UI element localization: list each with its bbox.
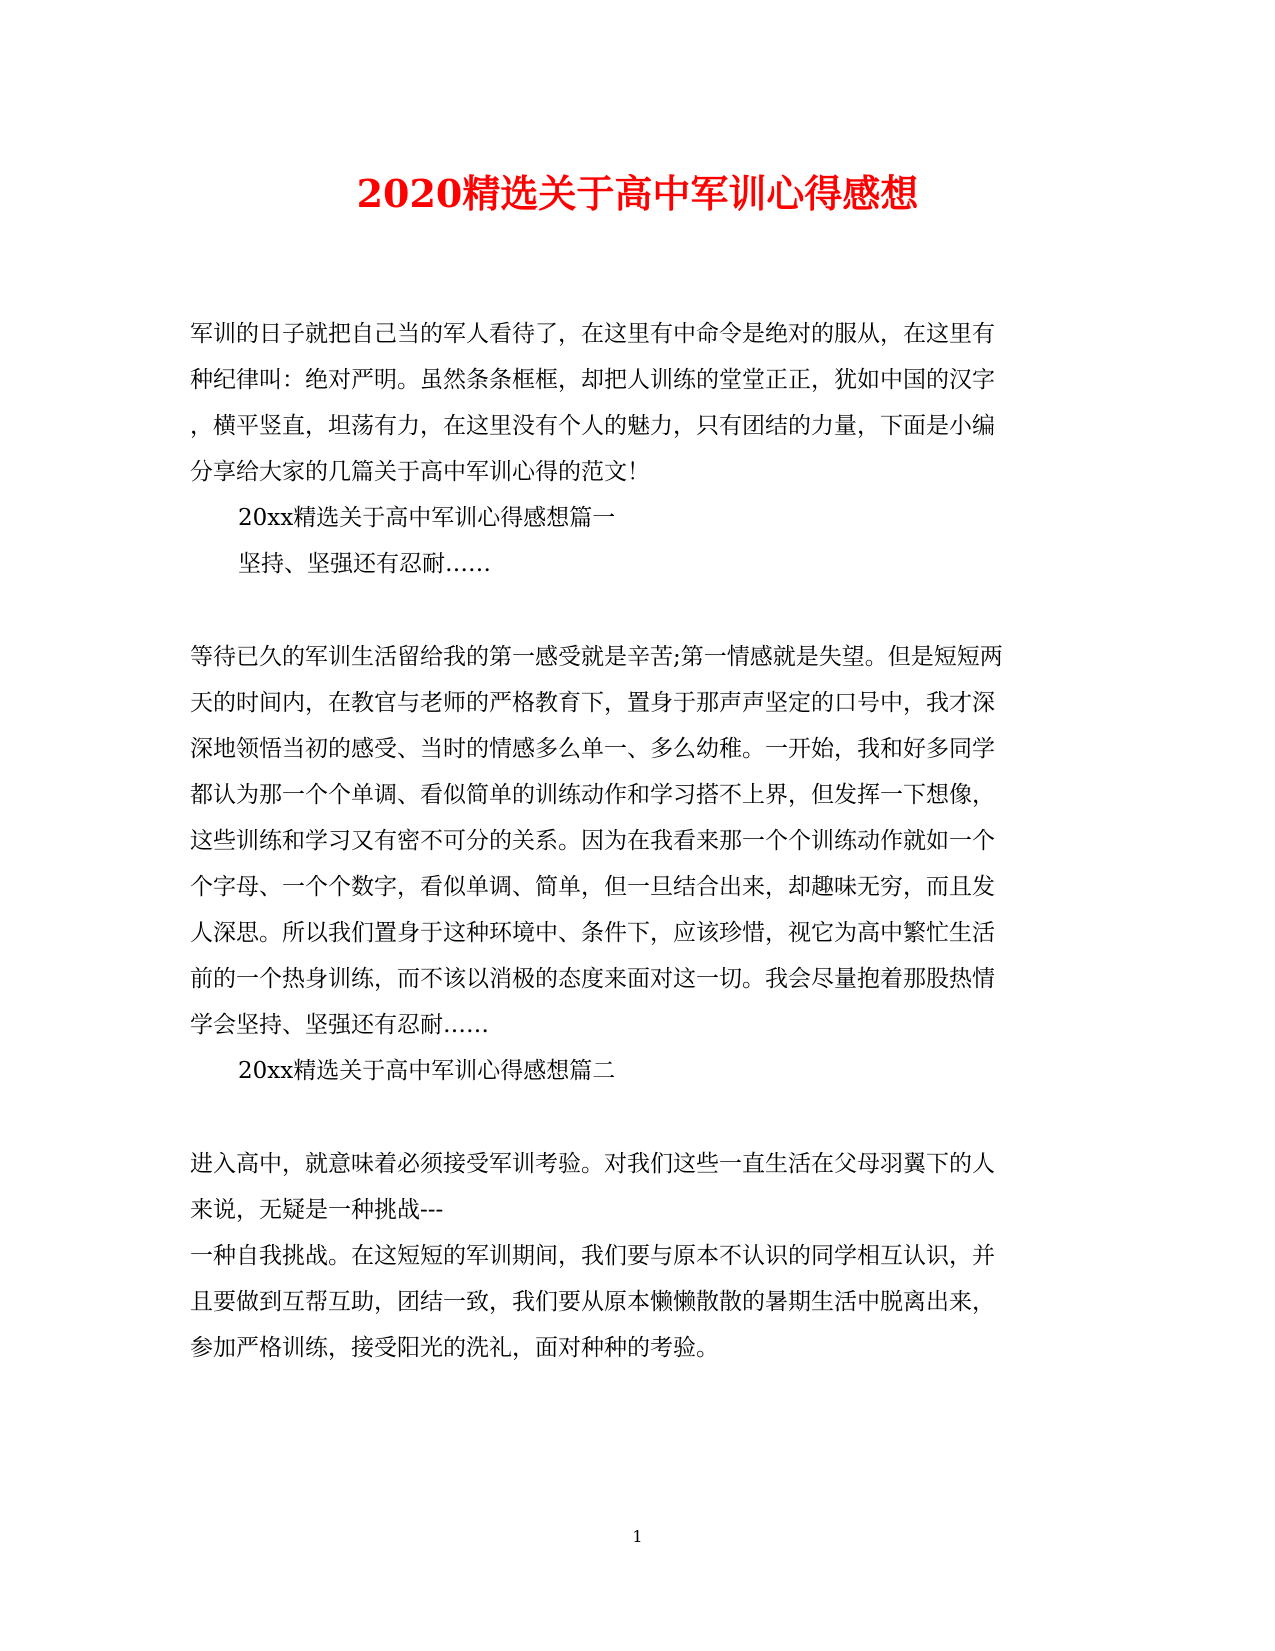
paragraph-line: 且要做到互帮互助，团结一致，我们要从原本懒懒散散的暑期生活中脱离出来，	[190, 1289, 995, 1315]
section-subtitle: 坚持、坚强还有忍耐……	[238, 551, 491, 577]
section-heading-1: 20xx精选关于高中军训心得感想篇一	[238, 505, 616, 531]
paragraph-line: 军训的日子就把自己当的军人看待了，在这里有中命令是绝对的服从，在这里有	[190, 321, 995, 347]
paragraph-line: 学会坚持、坚强还有忍耐……	[190, 1012, 489, 1038]
paragraph-line: 种纪律叫：绝对严明。虽然条条框框，却把人训练的堂堂正正，犹如中国的汉字	[190, 367, 995, 393]
paragraph-line: 一种自我挑战。在这短短的军训期间，我们要与原本不认识的同学相互认识，并	[190, 1243, 995, 1269]
paragraph-line: 参加严格训练，接受阳光的洗礼，面对种种的考验。	[190, 1335, 719, 1361]
paragraph-line: 前的一个热身训练，而不该以消极的态度来面对这一切。我会尽量抱着那股热情	[190, 966, 995, 992]
paragraph-line: 这些训练和学习又有密不可分的关系。因为在我看来那一个个训练动作就如一个	[190, 828, 995, 854]
section-heading-2: 20xx精选关于高中军训心得感想篇二	[238, 1058, 616, 1084]
page-number: 1	[632, 1527, 643, 1546]
document-title: 2020精选关于高中军训心得感想	[356, 171, 919, 216]
paragraph-line: 来说，无疑是一种挑战---	[190, 1197, 444, 1223]
paragraph-line: 分享给大家的几篇关于高中军训心得的范文！	[190, 459, 650, 485]
paragraph-line: ，横平竖直，坦荡有力，在这里没有个人的魅力，只有团结的力量，下面是小编	[190, 413, 995, 439]
paragraph-line: 都认为那一个个单调、看似简单的训练动作和学习搭不上界，但发挥一下想像，	[190, 782, 995, 808]
paragraph-line: 等待已久的军训生活留给我的第一感受就是辛苦;第一情感就是失望。但是短短两	[190, 644, 1003, 670]
paragraph-line: 个字母、一个个数字，看似单调、简单，但一旦结合出来，却趣味无穷，而且发	[190, 874, 995, 900]
paragraph-line: 天的时间内，在教官与老师的严格教育下，置身于那声声坚定的口号中，我才深	[190, 690, 995, 716]
paragraph-line: 人深思。所以我们置身于这种环境中、条件下，应该珍惜，视它为高中繁忙生活	[190, 920, 995, 946]
paragraph-line: 深地领悟当初的感受、当时的情感多么单一、多么幼稚。一开始，我和好多同学	[190, 736, 995, 762]
paragraph-line: 进入高中，就意味着必须接受军训考验。对我们这些一直生活在父母羽翼下的人	[190, 1151, 995, 1177]
